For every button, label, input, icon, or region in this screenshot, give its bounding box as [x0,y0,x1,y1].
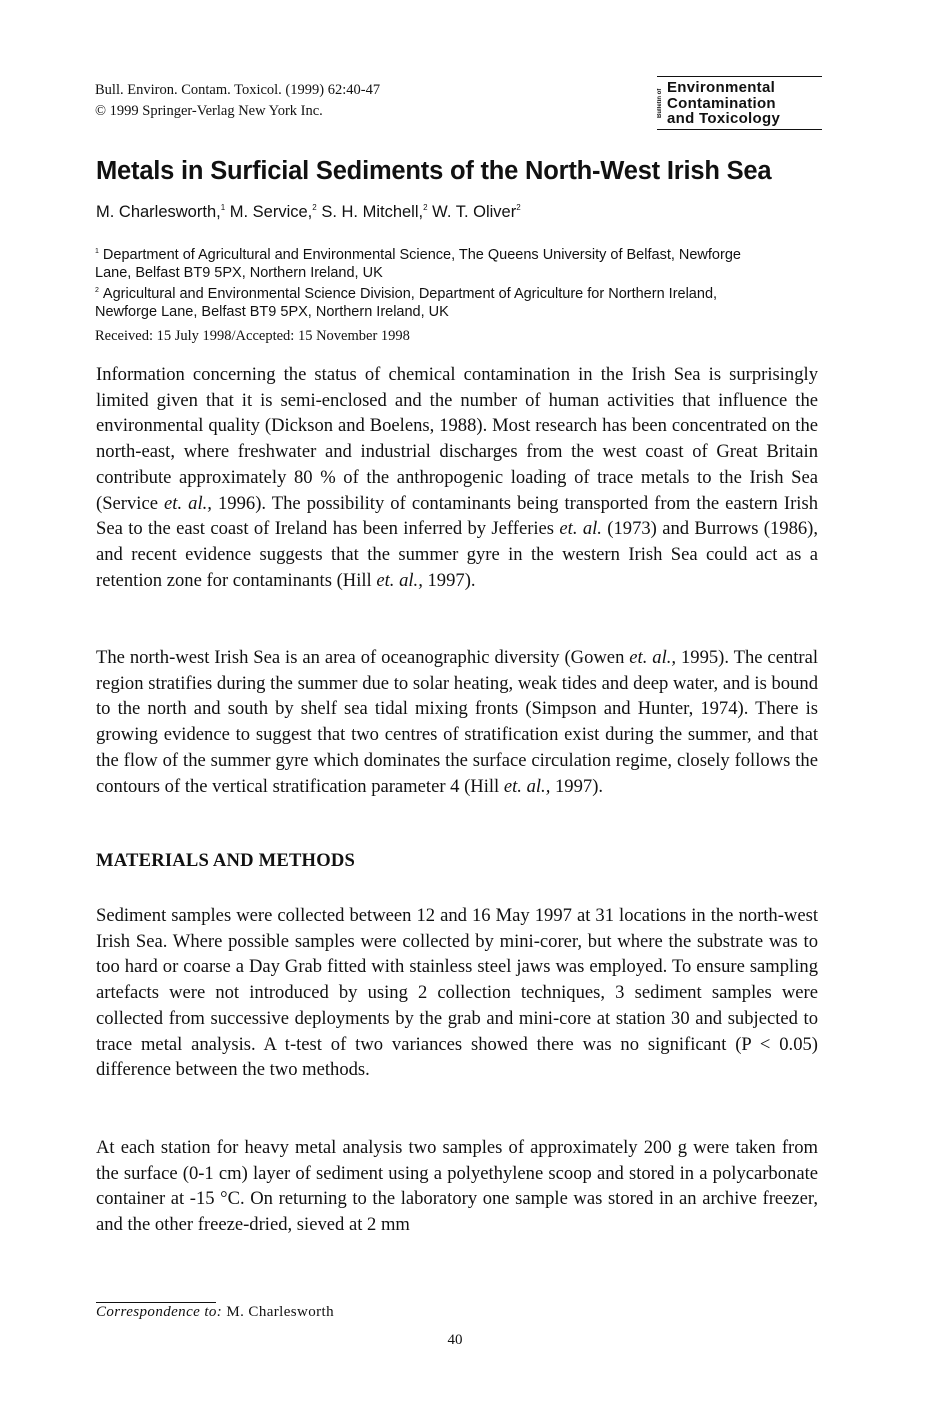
affiliation-1 [95,243,765,282]
journal-logo-line-3: and Toxicology [667,110,781,127]
journal-logo-side-text: Bulletin of [657,88,663,118]
italic-run: et. al., [503,775,551,797]
correspondence-name: M. Charlesworth [226,1304,335,1320]
author-name: M. Service, [229,203,313,221]
journal-logo [657,76,822,130]
text-run: The north-west Irish Sea is an area of oceanographic diversity (Gowen [96,647,630,668]
italic-run: et. al., [164,492,212,514]
journal-citation [95,80,380,122]
affiliation-2 [95,282,765,321]
text-run: 1997). [550,775,604,797]
citation-line: Bull. Environ. Contam. Toxicol. (1999) 62:40-47 [95,82,381,98]
text-run: 1995). The central region stratifies during the summer due to solar heating, weak tides and deep water, and is bound to the north and south by shelf sea tidal mixing fronts (Simpson and Hunter, 1974). There is growing evidence to suggest that two centres of stratification exist during the summer, and that the flow of the summer gyre which dominates the surface circulation regime, closely follows the contours of the vertical stratification parameter 4 (Hill [96,647,819,797]
author-affiliation-mark: 1 [220,203,226,212]
author-name: S. H. Mitchell, [321,203,424,221]
page-number: 40 [447,1332,463,1348]
italic-run: et. al., [376,569,423,591]
received-dates: Received: 15 July 1998/Accepted: 15 November 1998 [95,328,410,344]
text-run: Information concerning the status of chemical contamination in the Irish Sea is surprisingly limited given that it is semi-enclosed and the number of human activities that influence the environmental quality (Dickson and Boelens, 1988). Most research has been concentrated on the north-east, where freshwater and industrial discharges from the west coast of Great Britain contribute approximately 80 % of the anthropogenic loading of trace metals to the Irish Sea (Service [96,364,818,514]
author-name: M. Charlesworth, [96,203,221,221]
author-affiliation-mark: 2 [423,203,428,212]
italic-run: et. al., [629,647,677,668]
affiliation-mark: 2 [95,287,99,294]
author-affiliation-mark: 2 [516,203,521,212]
text-run: (1973) and Burrows (1986), and recent evidence suggests that the summer gyre in the western Irish Sea could act as a retention zone for contaminants (Hill [96,518,819,591]
correspondence-note [96,1304,334,1321]
affiliation-text: Department of Agricultural and Environmental Science, The Queens University of Belfast, Newforge Lane, Belfast BT9 5PX, Northern Ireland, UK [95,247,741,281]
author-list [96,203,521,222]
affiliations [95,243,765,321]
text-run: 1997). [422,569,476,591]
author-affiliation-mark: 2 [312,203,317,212]
copyright-line: © 1999 Springer-Verlag New York Inc. [95,103,323,119]
correspondence-label: Correspondence to: [96,1304,223,1320]
paragraph-methods-1: Sediment samples were collected between 12 and 16 May 1997 at 31 locations in the north-west Irish Sea. Where possible samples were collected by mini-corer, but where the substrate was to too hard or coarse a Day Grab fitted with stainless steel jaws was employed. To ensure sampling artefacts were not introduced by using 2 collection techniques, 3 sediment samples were collected from successive deployments by the grab and mini-core at station 30 and subjected to trace metal analysis. A t-test of two variances showed there was no significant (P < 0.05) difference between the two methods. [96,905,818,1081]
article-title: Metals in Surficial Sediments of the North-West Irish Sea [96,157,772,185]
paragraph-methods-2: At each station for heavy metal analysis two samples of approximately 200 g were taken from the surface (0-1 cm) layer of sediment using a polyethylene scoop and stored in a polycarbonate container at -15 °C. On returning to the laboratory one sample was stored in an archive freezer, and the other freeze-dried, sieved at 2 mm [96,1137,818,1236]
text-run: 1996). The possibility of contaminants being transported from the eastern Irish Sea to the east coast of Ireland has been inferred by Jefferies [96,492,818,540]
affiliation-text: Agricultural and Environmental Science Division, Department of Agriculture for Northern Ireland, Newforge Lane, Belfast BT9 5PX, Northern Ireland, UK [95,286,718,320]
paragraph-intro-2 [96,645,818,799]
author-name: W. T. Oliver [432,203,517,221]
affiliation-mark: 1 [95,248,99,255]
footnote-divider [96,1302,216,1303]
paragraph-intro-1 [96,362,818,593]
journal-logo-line-2: Contamination [667,94,776,112]
section-heading: MATERIALS AND METHODS [96,850,356,871]
italic-run: et. al. [559,518,602,540]
journal-logo-line-1: Environmental [667,79,776,96]
